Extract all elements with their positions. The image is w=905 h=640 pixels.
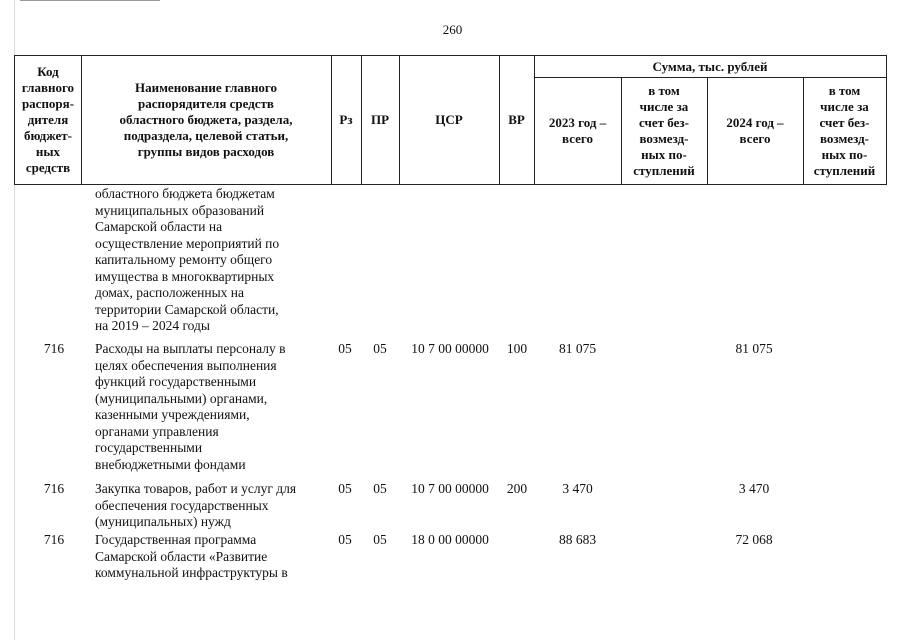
header-line: 2024 год – <box>726 114 784 130</box>
row-rz: 05 <box>338 481 352 496</box>
row-name <box>95 532 335 582</box>
row-name-line: Самарской области «Развитие <box>95 548 268 564</box>
header-line: главного <box>21 80 75 95</box>
row-vr: 200 <box>506 481 528 496</box>
row-name-line: внебюджетными фондами <box>95 456 246 472</box>
header-line: в том <box>828 82 861 98</box>
row-sum2024: 72 068 <box>735 532 773 547</box>
header-line: 2023 год – <box>548 114 607 130</box>
row-csr: 10 7 00 00000 <box>411 341 489 356</box>
table-header <box>14 55 887 185</box>
row-name-line: обеспечения государственных <box>95 497 269 513</box>
row-name-line: территории Самарской области, <box>95 301 279 317</box>
row-name-line: Государственная программа <box>95 532 257 547</box>
scan-artifact <box>20 0 160 3</box>
header-line: Код <box>37 64 59 79</box>
header-2023-incl <box>621 77 707 184</box>
row-name <box>95 186 335 335</box>
row-name-line: осуществление мероприятий по <box>95 235 280 251</box>
header-2024-incl <box>803 77 886 184</box>
header-csr: ЦСР <box>435 112 463 127</box>
row-name-line: (муниципальными) органами, <box>95 390 268 406</box>
header-line: дителя <box>27 112 69 127</box>
row-name-line: имущества в многоквартирных <box>95 268 275 284</box>
header-2024 <box>707 77 803 184</box>
header-line: ных по- <box>821 146 868 162</box>
row-name-line: государственными <box>95 440 203 455</box>
row-csr: 10 7 00 00000 <box>411 481 489 496</box>
row-sum2023: 81 075 <box>558 341 597 356</box>
header-line: всего <box>562 130 593 146</box>
header-line: числе за <box>639 98 689 114</box>
header-line: ступлений <box>813 162 876 178</box>
row-name-line: Закупка товаров, работ и услуг для <box>95 481 297 496</box>
row-name <box>95 341 335 473</box>
row-name-line: областного бюджета бюджетам <box>95 186 275 201</box>
row-name-line: (муниципальных) нужд <box>95 514 231 529</box>
row-name-line: Самарской области на <box>95 219 223 234</box>
header-line: счет без- <box>639 114 689 130</box>
row-rz: 05 <box>338 532 352 547</box>
header-line: областного бюджета, раздела, <box>119 112 293 127</box>
header-name <box>81 56 331 184</box>
header-2023 <box>534 77 621 184</box>
row-sum2024: 81 075 <box>735 341 773 356</box>
row-sum2023: 88 683 <box>558 532 597 547</box>
header-pr: ПР <box>370 112 390 127</box>
header-line: числе за <box>820 98 869 114</box>
row-name-line: органами управления <box>95 423 219 439</box>
row-name-line: капитальному ремонту общего <box>95 252 273 267</box>
row-name-line: Расходы на выплаты персоналу в <box>95 341 286 356</box>
header-line: бюджет- <box>23 128 72 143</box>
row-name-line: коммунальной инфраструктуры в <box>95 565 288 580</box>
row-name-line: на 2019 – 2024 годы <box>95 318 210 333</box>
row-code: 716 <box>43 341 65 356</box>
header-line: счет без- <box>819 114 870 130</box>
header-line: возмезд- <box>639 130 689 146</box>
header-line: возмезд- <box>819 130 869 146</box>
header-line: группы видов расходов <box>137 144 275 159</box>
row-code: 716 <box>43 481 65 496</box>
header-line: в том <box>648 82 680 98</box>
row-name-line: целях обеспечения выполнения <box>95 357 277 373</box>
header-line: всего <box>739 130 771 146</box>
header-line: ступлений <box>633 162 695 178</box>
row-name-line: муниципальных образований <box>95 202 265 218</box>
row-pr: 05 <box>373 481 387 496</box>
row-name-line: функций государственными <box>95 374 257 389</box>
row-name <box>95 481 335 531</box>
header-line: ных <box>35 144 61 159</box>
row-sum2024: 3 470 <box>738 481 770 496</box>
row-code: 716 <box>43 532 65 547</box>
header-vr: ВР <box>508 112 525 127</box>
row-name-line: домах, расположенных на <box>95 285 244 300</box>
row-rz: 05 <box>338 341 352 356</box>
row-sum2023: 3 470 <box>562 481 593 496</box>
row-csr: 18 0 00 00000 <box>411 532 489 547</box>
row-pr: 05 <box>373 532 387 547</box>
row-pr: 05 <box>373 341 387 356</box>
row-vr: 100 <box>506 341 528 356</box>
header-rz: Рз <box>339 112 353 127</box>
header-line: ных по- <box>641 146 687 162</box>
header-line: подраздела, целевой статьи, <box>123 128 289 143</box>
header-line: Наименование главного <box>134 80 278 95</box>
header-line: распорядителя средств <box>138 96 274 111</box>
page-number: 260 <box>442 22 463 37</box>
header-sum-title: Сумма, тыс. рублей <box>652 58 768 74</box>
header-line: распоря- <box>21 96 75 111</box>
header-line: средств <box>25 160 71 175</box>
header-code <box>15 56 81 184</box>
row-name-line: казенными учреждениями, <box>95 407 250 422</box>
